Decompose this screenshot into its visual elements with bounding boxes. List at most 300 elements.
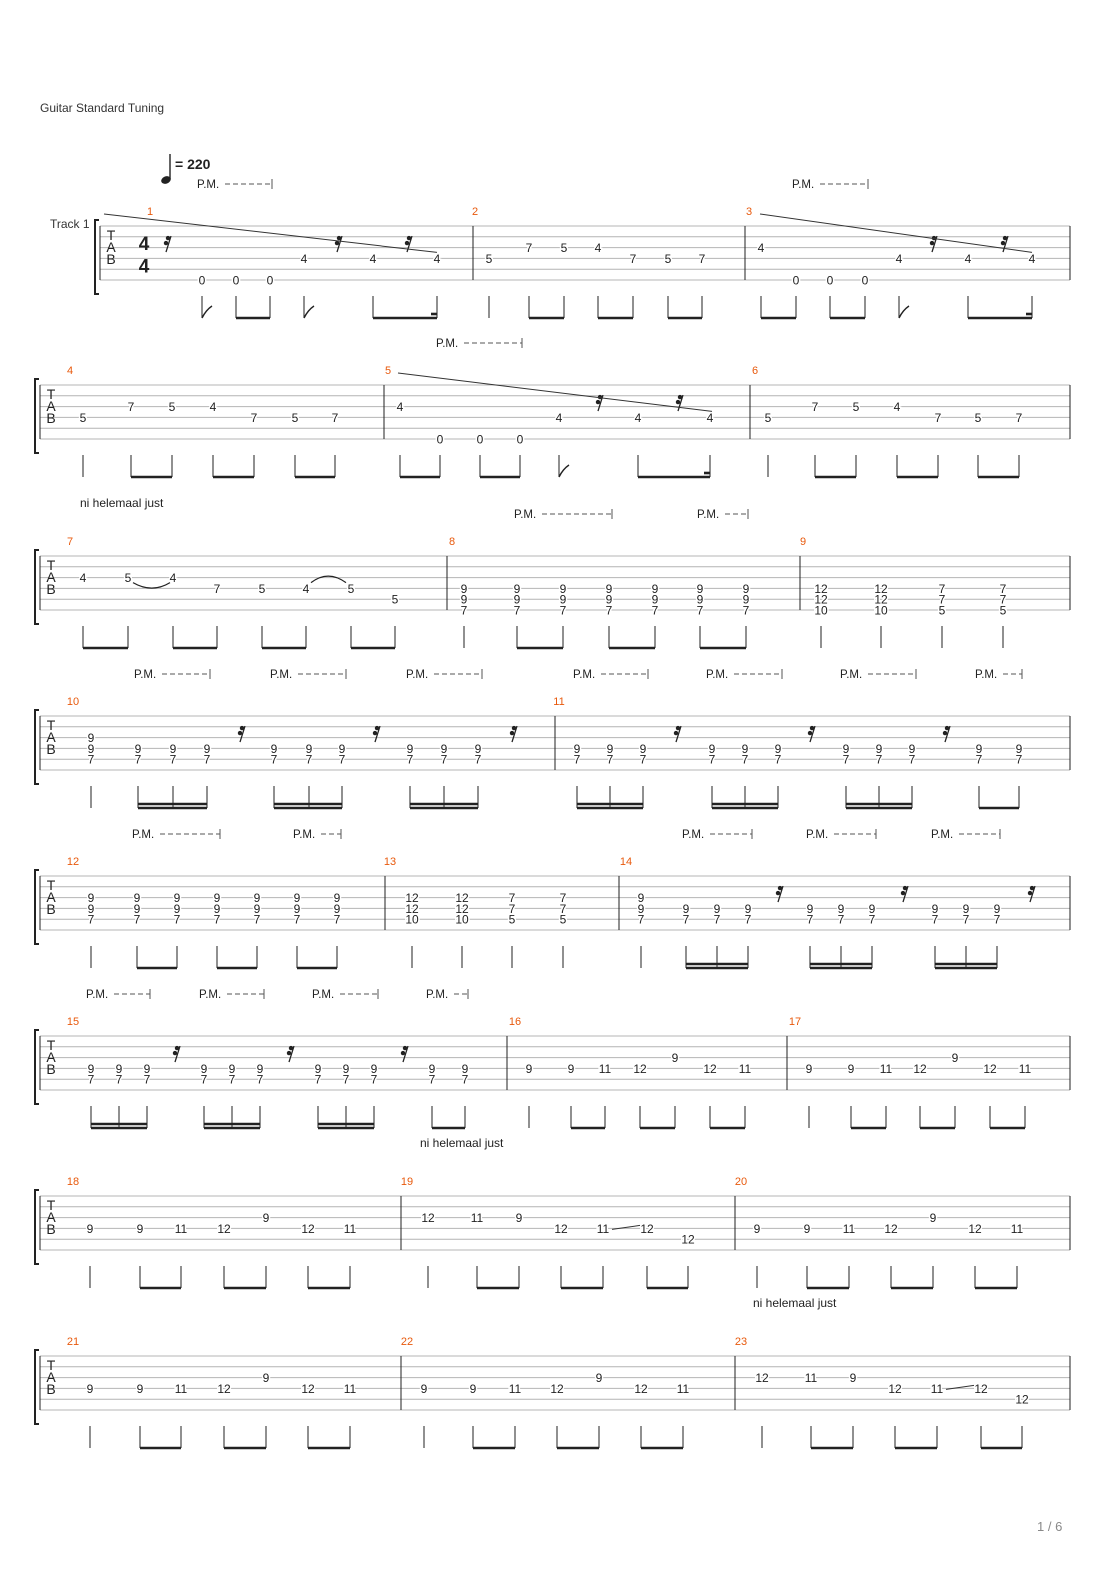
beam-group [477,1266,519,1288]
fret-number: 9 [256,1061,264,1076]
fret-number: 4 [893,400,901,415]
rest-symbol [173,1046,180,1062]
measure-number: 1 [146,206,154,218]
fret-number: 12 [814,592,828,607]
fret-number: 12 [633,1061,647,1076]
fret-number: 5 [291,410,299,425]
track-name: Track 1 [50,217,90,231]
beam-group [978,455,1019,477]
measure-number: 16 [508,1016,522,1028]
fret-number: 9 [338,741,346,756]
tab-clef-letter: B [46,901,56,917]
fret-number: 9 [136,1381,144,1396]
fret-number: 0 [476,432,484,447]
fret-number: 9 [474,741,482,756]
tab-clef-letter: T [46,1197,56,1213]
palm-mute-label: P.M. [706,669,729,681]
beam-group [213,455,254,477]
fret-number: 9 [228,1061,236,1076]
fret-number: 7 [651,603,659,618]
fret-number: 7 [305,752,313,767]
tab-clef-letter: B [46,1381,56,1397]
fret-number: 7 [1015,752,1023,767]
palm-mute-label: P.M. [293,829,316,841]
note-flag [304,306,314,318]
fret-number: 9 [525,1061,533,1076]
fret-number: 9 [908,741,916,756]
fret-number: 9 [173,901,181,916]
fret-number: 7 [314,1072,322,1087]
fret-number: 12 [554,1221,568,1236]
fret-number: 7 [559,891,567,906]
fret-number: 4 [209,400,217,415]
palm-mute-label: P.M. [312,989,335,1001]
fret-number: 9 [847,1061,855,1076]
fret-number: 5 [852,400,860,415]
fret-number: 9 [651,592,659,607]
tab-clef-letter: A [106,239,116,255]
fret-number: 9 [213,891,221,906]
fret-number: 9 [639,741,647,756]
fret-number: 5 [168,400,176,415]
palm-mute-label: P.M. [406,669,429,681]
fret-number: 9 [742,592,750,607]
rest-dot [337,236,341,240]
fret-number: 9 [605,581,613,596]
beam-group [131,455,172,477]
lyric-text: ni helemaal just [80,496,164,510]
fret-number: 5 [560,241,568,256]
rest-symbol [510,726,517,742]
rest-dot [240,726,244,730]
fret-number: 9 [774,741,782,756]
fret-number: 9 [713,901,721,916]
fret-number: 9 [803,1221,811,1236]
fret-number: 7 [508,901,516,916]
beam-group [891,1266,933,1288]
fret-number: 9 [87,731,95,746]
fret-number: 7 [333,912,341,927]
fret-number: 7 [698,251,706,266]
slide-line [398,373,712,411]
fret-number: 0 [232,273,240,288]
fret-number: 12 [301,1221,315,1236]
tab-clef-letter: A [46,1209,56,1225]
fret-number: 7 [606,752,614,767]
fret-number: 5 [559,912,567,927]
fret-number: 12 [888,1381,902,1396]
fret-number: 9 [951,1051,959,1066]
fret-number: 7 [708,752,716,767]
rest-symbol [808,726,815,742]
fret-number: 4 [895,251,903,266]
palm-mute-label: P.M. [134,669,157,681]
beam-group [647,1266,688,1288]
note-flag [202,306,212,318]
fret-number: 7 [133,912,141,927]
fret-number: 4 [369,251,377,266]
rest-symbol [401,1046,408,1062]
tab-clef-letter: A [46,889,56,905]
measure-number: 7 [66,536,74,548]
fret-number: 7 [228,1072,236,1087]
beam-group [830,296,865,318]
fret-number: 7 [331,410,339,425]
fret-number: 9 [515,1211,523,1226]
fret-number: 9 [708,741,716,756]
rest-dot [166,236,170,240]
fret-number: 9 [567,1061,575,1076]
fret-number: 5 [391,592,399,607]
beam-group [140,1426,181,1448]
fret-number: 12 [968,1221,982,1236]
fret-number: 12 [455,891,469,906]
palm-mute-label: P.M. [270,669,293,681]
rest-dot [678,395,682,399]
lyric-text: ni helemaal just [753,1296,837,1310]
beam-group [480,455,520,477]
fret-number: 5 [124,571,132,586]
slide-line [760,214,1032,252]
fret-number: 9 [203,741,211,756]
fret-number: 9 [849,1371,857,1386]
fret-number: 10 [455,912,469,927]
fret-number: 5 [764,410,772,425]
fret-number: 7 [573,752,581,767]
fret-number: 9 [253,901,261,916]
beam-group [297,946,337,968]
beam-group [236,296,270,318]
fret-number: 9 [213,901,221,916]
fret-number: 9 [87,901,95,916]
fret-number: 9 [469,1381,477,1396]
measure-number: 2 [471,206,479,218]
fret-number: 7 [559,901,567,916]
beam-group [761,296,796,318]
beam-group [274,786,342,808]
fret-number: 10 [405,912,419,927]
fret-number: 7 [999,592,1007,607]
beam-group [935,946,997,968]
tab-clef-letter: T [46,386,56,402]
palm-mute-label: P.M. [199,989,222,1001]
fret-number: 7 [931,912,939,927]
system-bracket [35,1190,39,1264]
fret-number: 7 [87,1072,95,1087]
fret-number: 4 [757,241,765,256]
fret-number: 9 [293,901,301,916]
fret-number: 4 [594,241,602,256]
fret-number: 12 [1015,1392,1029,1407]
fret-number: 0 [516,432,524,447]
time-signature-bottom: 4 [138,256,150,278]
fret-number: 9 [87,891,95,906]
fret-number: 7 [938,592,946,607]
rest-dot [1003,236,1007,240]
fret-number: 12 [874,581,888,596]
fret-number: 9 [270,741,278,756]
fret-number: 11 [676,1381,690,1396]
rest-dot [674,731,678,735]
fret-number: 9 [293,891,301,906]
fret-number: 9 [370,1061,378,1076]
measure-number: 14 [619,856,633,868]
beam-group [609,626,655,648]
measure-number: 11 [553,696,565,708]
fret-number: 7 [908,752,916,767]
fret-number: 4 [300,251,308,266]
measure-number: 5 [384,365,392,377]
fret-number: 4 [555,410,563,425]
fret-number: 12 [455,901,469,916]
tab-staff [95,220,1070,294]
rest-dot [1028,891,1032,895]
time-signature-top: 4 [138,233,150,255]
fret-number: 7 [370,1072,378,1087]
fret-number: 12 [217,1221,231,1236]
fret-number: 9 [342,1061,350,1076]
fret-number: 11 [738,1061,752,1076]
fret-number: 9 [262,1371,270,1386]
beam-group [373,296,437,318]
beam-group [91,1106,147,1128]
fret-number: 5 [974,410,982,425]
fret-number: 7 [143,1072,151,1087]
tab-clef-letter: B [46,1061,56,1077]
note-flag [559,465,569,477]
tab-clef-letter: B [46,741,56,757]
fret-number: 11 [508,1381,522,1396]
fret-number: 5 [347,581,355,596]
measure-number: 22 [400,1336,414,1348]
fret-number: 11 [1018,1061,1032,1076]
fret-number: 7 [696,603,704,618]
rest-dot [778,886,782,890]
rest-dot [173,1051,177,1055]
tab-staff [35,870,1070,944]
tab-clef-letter: A [46,398,56,414]
palm-mute-label: P.M. [573,669,596,681]
fret-number: 12 [550,1381,564,1396]
fret-number: 9 [573,741,581,756]
fret-number: 9 [428,1061,436,1076]
fret-number: 7 [169,752,177,767]
fret-number: 4 [964,251,972,266]
fret-number: 9 [440,741,448,756]
measure-number: 18 [66,1176,80,1188]
beam-group [262,626,306,648]
slide-line [104,214,437,252]
fret-number: 7 [741,752,749,767]
page-number: 1 / 6 [1037,1519,1063,1534]
fret-number: 9 [262,1211,270,1226]
measure-number: 15 [66,1016,80,1028]
fret-number: 9 [559,581,567,596]
fret-number: 7 [115,1072,123,1087]
fret-number: 9 [87,741,95,756]
fret-number: 7 [213,912,221,927]
tie-arc [133,583,170,589]
rest-symbol [1028,886,1035,902]
fret-number: 12 [814,581,828,596]
fret-number: 9 [134,741,142,756]
palm-mute-label: P.M. [806,829,829,841]
rest-symbol [943,726,950,742]
fret-number: 12 [640,1221,654,1236]
tab-staff [35,550,1070,624]
tab-clef-letter: T [106,227,116,243]
fret-number: 0 [198,273,206,288]
fret-number: 9 [931,901,939,916]
fret-number: 7 [934,410,942,425]
fret-number: 9 [513,581,521,596]
rest-dot [676,400,680,404]
fret-number: 7 [525,241,533,256]
fret-number: 7 [173,912,181,927]
beam-group [83,626,128,648]
fret-number: 11 [930,1381,944,1396]
fret-number: 7 [1015,410,1023,425]
fret-number: 12 [874,592,888,607]
rest-dot [175,1046,179,1050]
fret-number: 7 [461,1072,469,1087]
tab-clef-letter: T [46,717,56,733]
fret-number: 9 [143,1061,151,1076]
fret-number: 11 [174,1381,188,1396]
beam-group [577,786,643,808]
fret-number: 9 [513,592,521,607]
fret-number: 9 [169,741,177,756]
beam-group [712,786,778,808]
fret-number: 9 [133,891,141,906]
beam-group [968,296,1032,318]
palm-mute-label: P.M. [697,509,720,521]
fret-number: 9 [1015,741,1023,756]
rest-symbol [674,726,681,742]
beam-group [668,296,702,318]
fret-number: 7 [993,912,1001,927]
fret-number: 11 [343,1221,357,1236]
system-bracket [35,1350,39,1424]
fret-number: 9 [173,891,181,906]
fret-number: 9 [253,891,261,906]
fret-number: 11 [343,1381,357,1396]
fret-number: 9 [637,901,645,916]
fret-number: 7 [440,752,448,767]
beam-group [981,1426,1022,1448]
fret-number: 11 [596,1221,610,1236]
fret-number: 9 [115,1061,123,1076]
palm-mute-label: P.M. [975,669,998,681]
fret-number: 4 [79,571,87,586]
fret-number: 5 [664,251,672,266]
rest-dot [901,891,905,895]
rest-dot [510,731,514,735]
palm-mute-label: P.M. [197,179,220,191]
palm-mute-label: P.M. [86,989,109,1001]
fret-number: 9 [406,741,414,756]
beam-group [598,296,633,318]
fret-number: 12 [974,1381,988,1396]
fret-number: 5 [79,410,87,425]
measure-number: 10 [66,696,80,708]
beam-group [851,1106,886,1128]
fret-number: 7 [811,400,819,415]
palm-mute-label: P.M. [682,829,705,841]
tab-clef-letter: A [46,1369,56,1385]
fret-number: 7 [87,912,95,927]
fret-number: 4 [169,571,177,586]
rest-dot [238,731,242,735]
beam-group [432,1106,465,1128]
beam-group [295,455,335,477]
palm-mute-label: P.M. [436,338,459,350]
beam-group [137,946,177,968]
palm-mute-label: P.M. [840,669,863,681]
fret-number: 4 [634,410,642,425]
beam-group [473,1426,515,1448]
beam-group [173,626,217,648]
fret-number: 9 [651,581,659,596]
fret-number: 9 [696,592,704,607]
fret-number: 9 [460,581,468,596]
fret-number: 5 [508,912,516,927]
fret-number: 12 [703,1061,717,1076]
fret-number: 9 [806,901,814,916]
tab-clef-letter: T [46,1357,56,1373]
measure-number: 21 [66,1336,80,1348]
tab-clef-letter: T [46,877,56,893]
fret-number: 7 [460,603,468,618]
tab-clef-letter: T [46,1037,56,1053]
fret-number: 7 [342,1072,350,1087]
fret-number: 0 [266,273,274,288]
rest-dot [403,1046,407,1050]
measure-number: 23 [734,1336,748,1348]
fret-number: 7 [938,581,946,596]
fret-number: 9 [333,891,341,906]
beam-group [204,1106,260,1128]
beam-group [710,1106,745,1128]
fret-number: 7 [474,752,482,767]
palm-mute-label: P.M. [132,829,155,841]
fret-number: 9 [696,581,704,596]
beam-group [975,1266,1017,1288]
fret-number: 7 [513,603,521,618]
system-bracket [35,550,39,624]
fret-number: 9 [460,592,468,607]
measure-number: 4 [66,365,74,377]
rest-dot [945,726,949,730]
rest-dot [810,726,814,730]
fret-number: 12 [681,1232,695,1247]
tempo-value: = 220 [175,156,211,172]
rest-dot [512,726,516,730]
fret-number: 9 [753,1221,761,1236]
beam-group [410,786,478,808]
fret-number: 9 [136,1221,144,1236]
fret-number: 9 [637,891,645,906]
beam-group [846,786,912,808]
rest-dot [676,726,680,730]
beam-group [920,1106,955,1128]
rest-dot [289,1046,293,1050]
fret-number: 9 [805,1061,813,1076]
measure-number: 20 [734,1176,748,1188]
fret-number: 9 [837,901,845,916]
rest-dot [1030,886,1034,890]
fret-number: 11 [174,1221,188,1236]
